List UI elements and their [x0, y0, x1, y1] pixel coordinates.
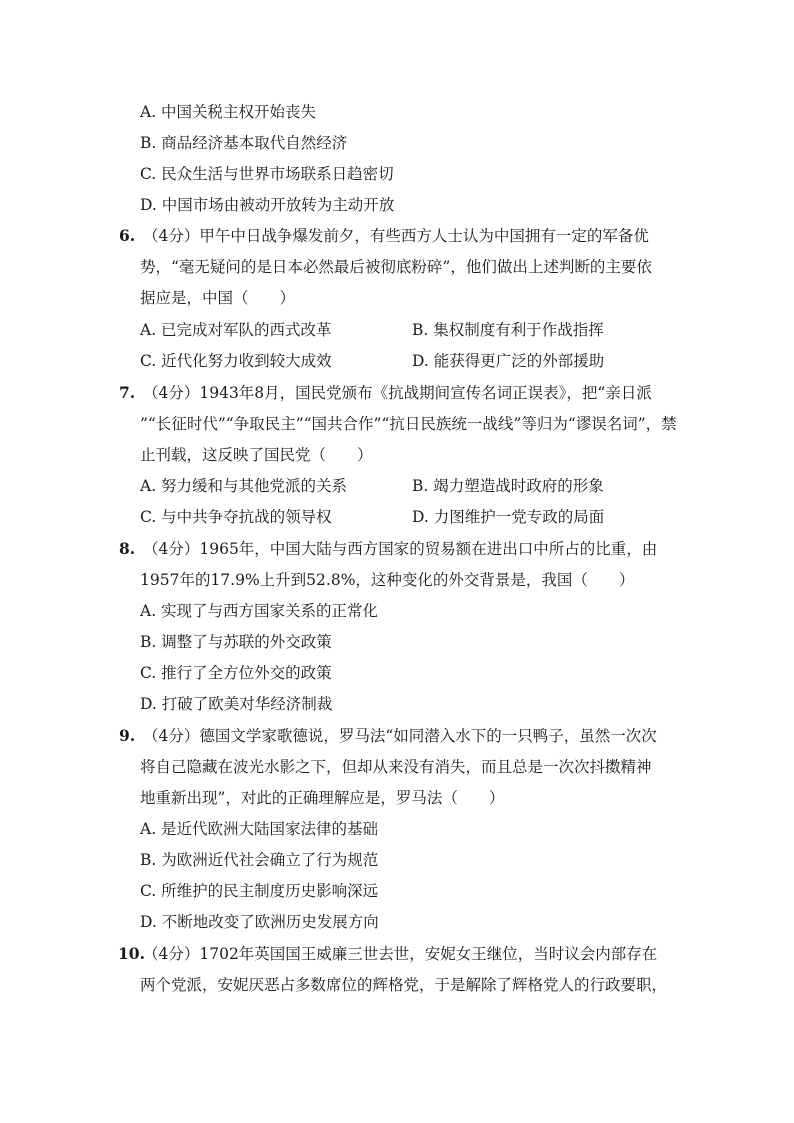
q5-option-d: D. 中国市场由被动开放转为主动开放 [140, 196, 395, 214]
q7-stem-line-3: 止刊载，这反映了国民党（ ） [140, 446, 373, 464]
q5-option-c: C. 民众生活与世界市场联系日趋密切 [140, 165, 394, 183]
q6-stem-line-1: （4分）甲午中日战争爆发前夕，有些西方人士认为中国拥有一定的军备优 [143, 227, 649, 245]
q6-stem-line-3: 据应是，中国（ ） [140, 289, 296, 307]
q7-stem-line-1: （4分）1943年8月，国民党颁布《抗战期间宣传名词正误表》，把“亲日派 [143, 384, 652, 402]
q9-number: 9. [119, 726, 136, 745]
q10-stem-line-2: 两个党派，安妮厌恶占多数席位的辉格党，于是解除了辉格党人的行政要职， [140, 976, 668, 994]
q8-option-d: D. 打破了欧美对华经济制裁 [140, 695, 333, 713]
q10-stem-line-1: （4分）1702年英国国王威廉三世去世，安妮女王继位，当时议会内部存在 [143, 945, 658, 963]
q8-option-b: B. 调整了与苏联的外交政策 [140, 633, 332, 651]
q8-number: 8. [119, 539, 136, 558]
q9-option-a: A. 是近代欧洲大陆国家法律的基础 [140, 820, 379, 838]
q6-option-c: C. 近代化努力收到较大成效 [140, 352, 332, 370]
q6-option-b: B. 集权制度有利于作战指挥 [412, 321, 604, 339]
q8-option-a: A. 实现了与西方国家关系的正常化 [140, 602, 379, 620]
q7-stem-line-2: ”“长征时代”“争取民主”“国共合作”“抗日民族统一战线”等归为“谬误名词”，禁 [140, 415, 677, 433]
q6-stem-line-2: 势，“毫无疑问的是日本必然最后被彻底粉碎”，他们做出上述判断的主要依 [140, 258, 652, 276]
q7-number: 7. [119, 383, 136, 402]
q9-stem-line-3: 地重新出现”，对此的正确理解应是，罗马法（ ） [140, 789, 505, 807]
q9-option-c: C. 所维护的民主制度历史影响深远 [140, 882, 379, 900]
q7-option-d: D. 力图维护一党专政的局面 [412, 508, 605, 526]
q5-option-b: B. 商品经济基本取代自然经济 [140, 134, 348, 152]
q9-option-d: D. 不断地改变了欧洲历史发展方向 [140, 913, 379, 931]
q7-option-c: C. 与中共争夺抗战的领导权 [140, 508, 332, 526]
q8-stem-line-1: （4分）1965年，中国大陆与西方国家的贸易额在进出口中所占的比重，由 [143, 540, 658, 558]
q9-option-b: B. 为欧洲近代社会确立了行为规范 [140, 851, 379, 869]
q6-number: 6. [119, 226, 136, 245]
q9-stem-line-2: 将自己隐藏在波光水影之下，但却从来没有消失，而且总是一次次抖擞精神 [140, 758, 652, 776]
q8-stem-line-2: 1957年的17.9%上升到52.8%，这种变化的外交背景是，我国（ ） [140, 571, 635, 589]
q9-stem-line-1: （4分）德国文学家歌德说，罗马法“如同潜入水下的一只鸭子，虽然一次次 [143, 727, 657, 745]
q7-option-a: A. 努力缓和与其他党派的关系 [140, 477, 348, 495]
q7-option-b: B. 竭力塑造战时政府的形象 [412, 477, 604, 495]
q6-option-a: A. 已完成对军队的西式改革 [140, 321, 332, 339]
q5-option-a: A. 中国关税主权开始丧失 [140, 103, 317, 121]
q10-number: 10. [118, 944, 145, 963]
q8-option-c: C. 推行了全方位外交的政策 [140, 664, 332, 682]
q6-option-d: D. 能获得更广泛的外部援助 [412, 352, 605, 370]
